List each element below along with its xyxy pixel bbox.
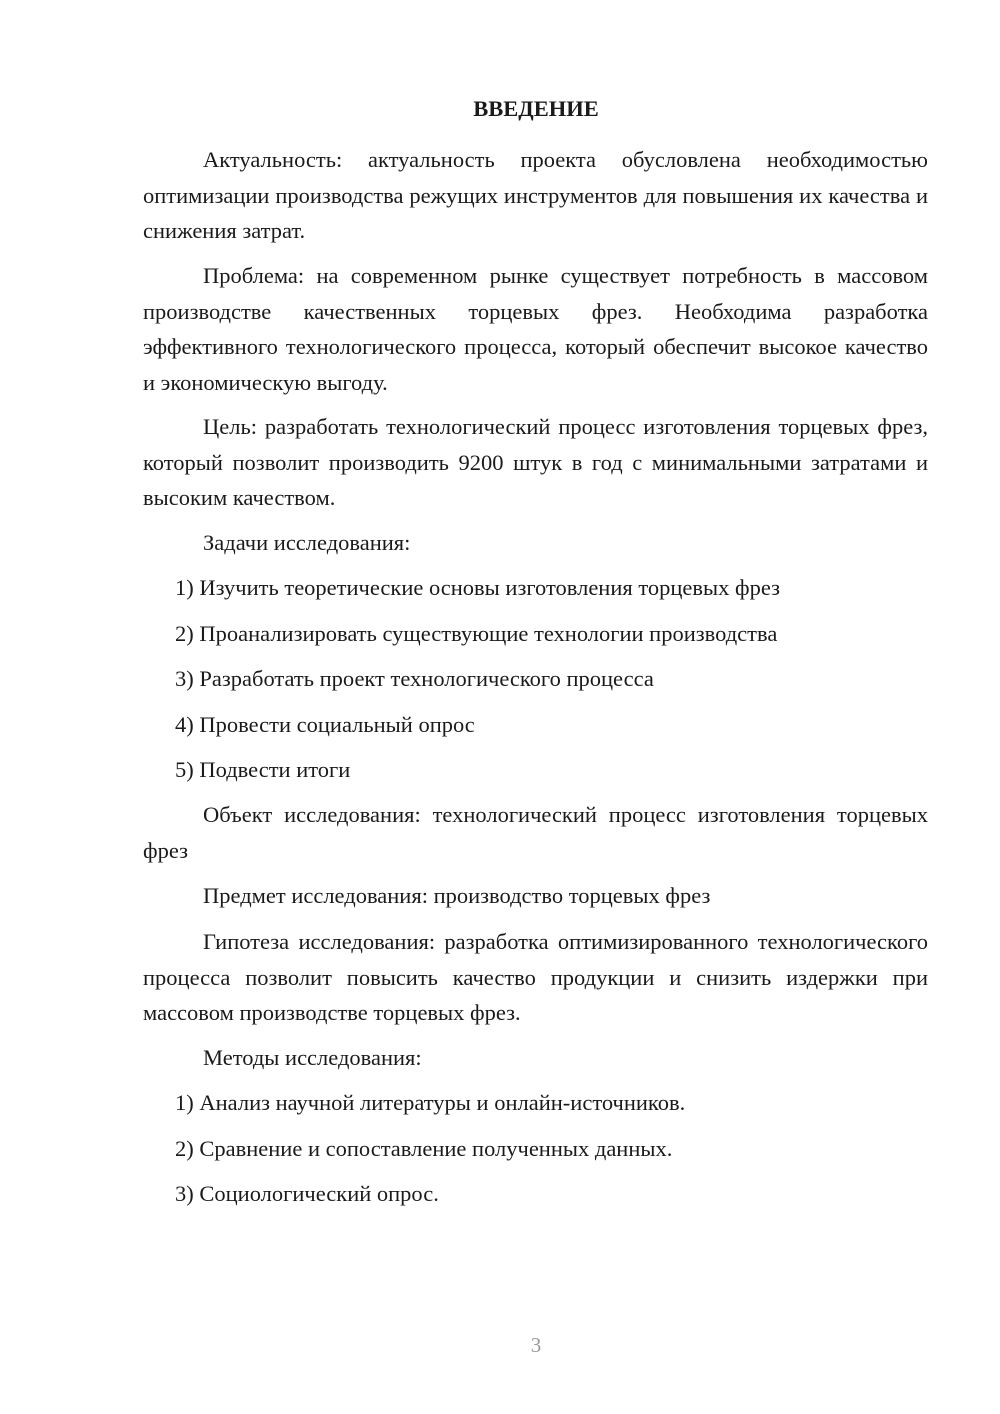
subject-paragraph: Предмет исследования: производство торцевых фрез: [203, 883, 711, 908]
goal-paragraph: Цель: разработать технологический процесс изготовления торцевых фрез, который позволит производить 9200 штук в год с минимальными затратами и высоким качеством.: [143, 414, 928, 510]
object-paragraph: Объект исследования: технологический процесс изготовления торцевых фрез: [143, 802, 928, 863]
hypothesis-paragraph: Гипотеза исследования: разработка оптимизированного технологического процесса позволит повысить качество продукции и снизить издержки при массовом производстве торцевых фрез.: [143, 929, 928, 1025]
task-item: 2) Проанализировать существующие технологии производства: [175, 621, 778, 646]
method-item: 2) Сравнение и сопоставление полученных данных.: [175, 1136, 673, 1161]
page-title: ВВЕДЕНИЕ: [473, 96, 599, 121]
task-item: 1) Изучить теоретические основы изготовления торцевых фрез: [175, 575, 781, 600]
method-item: 3) Социологический опрос.: [175, 1181, 439, 1206]
task-item: 4) Провести социальный опрос: [175, 712, 475, 737]
problem-paragraph: Проблема: на современном рынке существует потребность в массовом производстве качественных торцевых фрез. Необходима разработка эффективного технологического процесса, который обеспечит высокое качество и экономическую выгоду.: [143, 263, 928, 395]
method-item: 1) Анализ научной литературы и онлайн-источников.: [175, 1090, 686, 1115]
tasks-heading: Задачи исследования:: [203, 530, 411, 555]
page-number: 3: [530, 1333, 542, 1357]
methods-heading: Методы исследования:: [203, 1045, 422, 1070]
task-item: 5) Подвести итоги: [175, 757, 351, 782]
relevance-paragraph: Актуальность: актуальность проекта обусловлена необходимостью оптимизации производства режущих инструментов для повышения их качества и снижения затрат.: [143, 147, 928, 243]
task-item: 3) Разработать проект технологического процесса: [175, 666, 654, 691]
